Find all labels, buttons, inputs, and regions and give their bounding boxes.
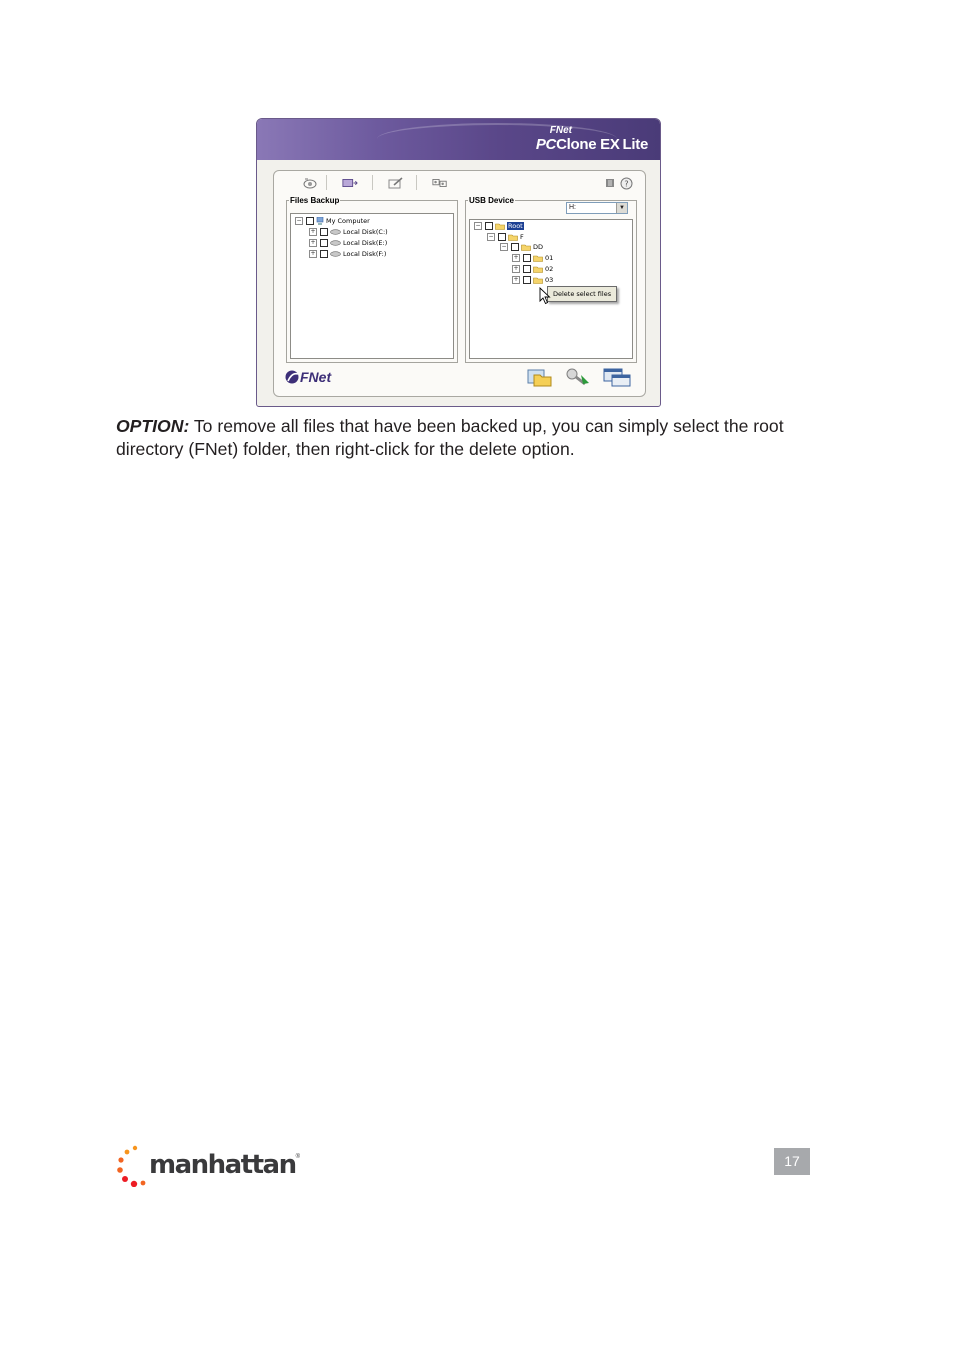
checkbox[interactable]: [485, 222, 493, 230]
tree-node-my-computer[interactable]: [295, 216, 370, 226]
checkbox[interactable]: [320, 250, 328, 258]
files-backup-group: [286, 196, 458, 363]
tree-node-disk[interactable]: [309, 227, 388, 237]
files-backup-title: Files Backup: [290, 196, 340, 205]
expand-icon[interactable]: +: [513, 276, 519, 283]
app-title: [536, 136, 648, 153]
checkbox[interactable]: [523, 276, 531, 284]
tree-label: F: [520, 233, 524, 241]
collapse-icon[interactable]: −: [296, 217, 302, 224]
expand-icon[interactable]: +: [310, 250, 316, 257]
disk-icon: [330, 229, 341, 235]
checkbox[interactable]: [320, 228, 328, 236]
manhattan-logo: [116, 1140, 300, 1190]
tree-node-folder[interactable]: [512, 253, 553, 263]
tree-node-disk[interactable]: [309, 238, 387, 248]
disk-icon: [330, 251, 341, 257]
context-menu-delete-item[interactable]: Delete select files: [553, 290, 612, 298]
folder-icon: [533, 277, 543, 284]
files-backup-tree[interactable]: [290, 213, 454, 359]
folder-icon: [533, 266, 543, 273]
fnet-logo-icon: [284, 370, 300, 384]
app-main-panel: [273, 170, 646, 397]
page-number: 17: [774, 1148, 810, 1175]
tree-node-disk[interactable]: [309, 249, 386, 259]
tree-label: My Computer: [326, 217, 370, 225]
usb-device-title: USB Device: [469, 196, 514, 205]
tree-node-root[interactable]: [474, 221, 524, 231]
checkbox[interactable]: [498, 233, 506, 241]
option-lead: OPTION:: [116, 416, 190, 436]
app-window-screenshot: [256, 118, 661, 407]
help-icon[interactable]: [618, 177, 634, 189]
folder-icon: [508, 234, 518, 241]
open-folder-icon[interactable]: [525, 367, 551, 387]
fnet-footer-logo: [284, 369, 331, 385]
settings-icon[interactable]: [432, 177, 448, 189]
window-icon[interactable]: [602, 367, 628, 387]
computer-icon: [316, 217, 324, 226]
folder-icon: [533, 255, 543, 262]
checkbox[interactable]: [523, 254, 531, 262]
toolbar-separator: [372, 175, 373, 190]
tree-node-folder[interactable]: [487, 232, 524, 242]
option-body: To remove all files that have been backed up, you can simply select the root directory (FNet) folder, then right-click for the delete option.: [116, 416, 784, 459]
collapse-icon[interactable]: −: [488, 233, 494, 240]
usb-device-group: [465, 196, 637, 363]
checkbox[interactable]: [511, 243, 519, 251]
fnet-footer-label: FNet: [300, 369, 332, 385]
tree-label: 01: [545, 254, 554, 262]
expand-icon[interactable]: +: [310, 239, 316, 246]
drive-select-value: H:: [569, 204, 576, 211]
app-title-bar: [257, 119, 660, 160]
app-title-pc: PC: [535, 136, 557, 153]
expand-icon[interactable]: +: [310, 228, 316, 235]
chevron-down-icon[interactable]: ▼: [616, 203, 627, 213]
brand-small-label: FNet: [549, 125, 572, 136]
manhattan-wordmark: manhattan: [149, 1150, 296, 1180]
sync-icon[interactable]: [564, 367, 590, 387]
manhattan-dots-icon: [116, 1143, 146, 1187]
folder-icon: [495, 223, 505, 230]
expand-icon[interactable]: +: [513, 265, 519, 272]
toolbar: [274, 171, 645, 195]
folder-icon: [521, 244, 531, 251]
drive-select[interactable]: [566, 202, 628, 214]
tree-node-folder[interactable]: [500, 242, 543, 252]
collapse-icon[interactable]: −: [501, 243, 507, 250]
tree-node-folder[interactable]: [512, 264, 553, 274]
disk-icon: [330, 240, 341, 246]
checkbox[interactable]: [306, 217, 314, 225]
checkbox[interactable]: [523, 265, 531, 273]
svg-text:?: ?: [623, 179, 629, 188]
tree-label: Local Disk(E:): [343, 239, 388, 247]
option-paragraph: [116, 415, 816, 461]
expand-icon[interactable]: +: [513, 254, 519, 261]
edit-icon[interactable]: [388, 177, 404, 189]
toolbar-separator: [326, 175, 327, 190]
tree-label: DD: [533, 243, 544, 251]
backup-icon[interactable]: [342, 177, 358, 189]
registered-mark: ®: [295, 1154, 301, 1160]
tree-label: Local Disk(F:): [343, 250, 387, 258]
tree-node-folder[interactable]: [512, 275, 553, 285]
tree-label-selected: Root: [508, 222, 523, 230]
info-icon[interactable]: [602, 177, 618, 189]
mouse-cursor-icon: [539, 287, 551, 310]
app-title-lite: Lite: [622, 136, 648, 153]
checkbox[interactable]: [320, 239, 328, 247]
app-title-main: Clone EX: [556, 136, 620, 153]
collapse-icon[interactable]: −: [475, 222, 481, 229]
tree-label: Local Disk(C:): [343, 228, 388, 236]
toolbar-separator: [416, 175, 417, 190]
tree-label: 03: [545, 276, 554, 284]
context-menu: [547, 286, 617, 302]
restore-icon[interactable]: [302, 177, 318, 189]
tree-label: 02: [545, 265, 554, 273]
